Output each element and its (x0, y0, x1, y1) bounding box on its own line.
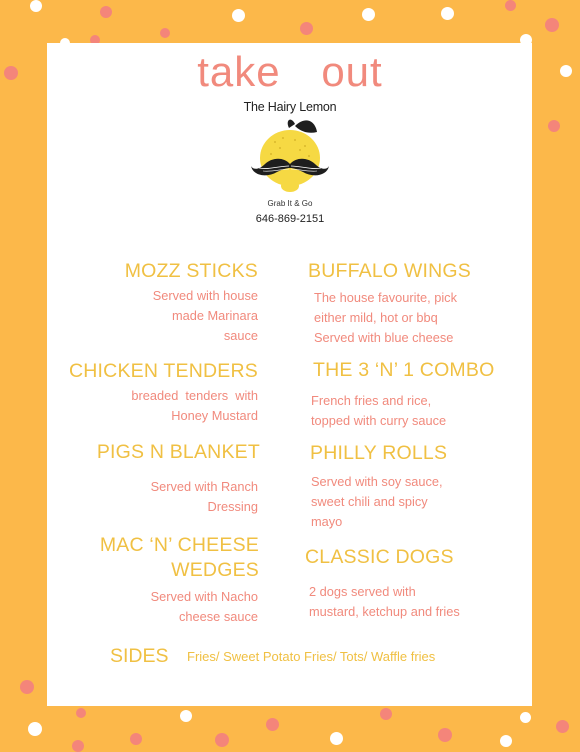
item-desc-classic-dogs: 2 dogs served with mustard, ketchup and fries (309, 584, 460, 619)
item-desc-chicken-tenders: breaded tenders with Honey Mustard (131, 388, 258, 423)
item-desc-buffalo-wings: The house favourite, pick either mild, hot or bbq Served with blue cheese (314, 290, 457, 345)
menu-title: take out (197, 48, 383, 95)
polka-dot (438, 728, 452, 742)
polka-dot (556, 720, 569, 733)
item-name-mozz-sticks: MOZZ STICKS (124, 260, 258, 282)
polka-dot (28, 722, 42, 736)
brand-name: The Hairy Lemon (243, 100, 337, 114)
polka-dot (548, 120, 560, 132)
item-name-classic-dogs: CLASSIC DOGS (305, 546, 454, 568)
polka-dot (441, 7, 454, 20)
polka-dot (330, 732, 343, 745)
polka-dot (300, 22, 313, 35)
polka-dot (20, 680, 34, 694)
polka-dot (100, 6, 112, 18)
item-desc-pigs-n-blanket: Served with Ranch Dressing (150, 479, 258, 514)
polka-dot (500, 735, 512, 747)
item-name-mac-n-cheese: MAC ‘N’ CHEESE WEDGES (99, 534, 259, 581)
polka-dot (130, 733, 142, 745)
item-desc-mac-n-cheese: Served with Nacho cheese sauce (150, 589, 258, 624)
polka-dot (72, 740, 84, 752)
polka-dot (30, 0, 42, 12)
polka-dot (266, 718, 279, 731)
sides-list: Fries/ Sweet Potato Fries/ Tots/ Waffle fries (187, 649, 436, 664)
item-name-buffalo-wings: BUFFALO WINGS (308, 260, 471, 282)
polka-dot (380, 708, 392, 720)
polka-dot (160, 28, 170, 38)
item-name-chicken-tenders: CHICKEN TENDERS (68, 360, 258, 382)
mustached-lemon-icon (245, 116, 335, 198)
item-desc-philly-rolls: Served with soy sauce, sweet chili and spicy mayo (311, 474, 443, 529)
polka-dot (362, 8, 375, 21)
polka-dot (545, 18, 559, 32)
item-desc-mozz-sticks: Served with house made Marinara sauce (152, 288, 258, 343)
polka-dot (505, 0, 516, 11)
polka-dot (520, 712, 531, 723)
item-name-3-n-1-combo: THE 3 ‘N’ 1 COMBO (313, 359, 495, 381)
polka-dot (180, 710, 192, 722)
item-name-pigs-n-blanket: PIGS N BLANKET (96, 441, 260, 463)
item-name-philly-rolls: PHILLY ROLLS (310, 442, 448, 464)
polka-dot (215, 733, 229, 747)
phone-number: 646-869-2151 (255, 213, 325, 225)
sides-label: SIDES (110, 645, 169, 667)
polka-dot (232, 9, 245, 22)
item-desc-3-n-1-combo: French fries and rice, topped with curry sauce (311, 393, 447, 428)
polka-dot (76, 708, 86, 718)
brand-tagline: Grab It & Go (267, 199, 313, 208)
